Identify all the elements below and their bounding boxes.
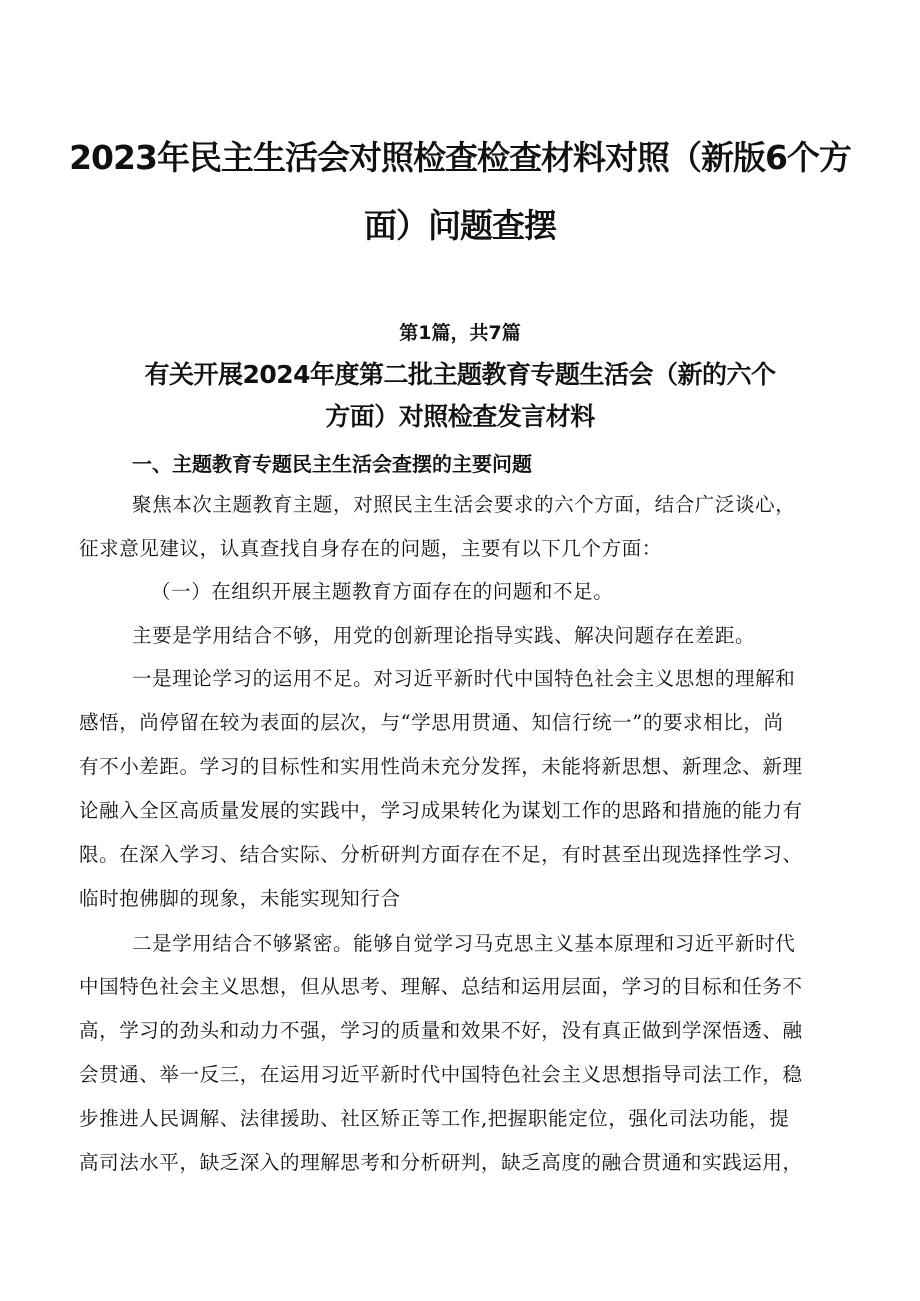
body-line: 有不小差距。学习的目标性和实用性尚未充分发挥，未能将新思想、新理念、新理 — [79, 755, 803, 778]
article-index: 第1篇，共7篇 — [399, 322, 521, 344]
body-line: （一）在组织开展主题教育方面存在的问题和不足。 — [151, 580, 614, 603]
body-line: 聚焦本次主题教育主题，对照民主生活会要求的六个方面，结合广泛谈心， — [132, 493, 796, 516]
body-line: 论融入全区高质量发展的实践中，学习成果转化为谋划工作的思路和措施的能力有 — [79, 799, 803, 822]
body-line: 二是学用结合不够紧密。能够自觉学习马克思主义基本原理和习近平新时代 — [132, 932, 796, 955]
body-line: 一是理论学习的运用不足。对习近平新时代中国特色社会主义思想的理解和 — [132, 667, 796, 690]
body-line: 征求意见建议，认真查找自身存在的问题，主要有以下几个方面： — [79, 537, 662, 560]
body-line: 步推进人民调解、法律援助、社区矫正等工作,把握职能定位，强化司法功能，提 — [79, 1107, 790, 1130]
body-line: 高司法水平，缺乏深入的理解思考和分析研判，缺乏高度的融合贯通和实践运用， — [79, 1151, 803, 1174]
body-line: 高，学习的劲头和动力不强，学习的质量和效果不好，没有真正做到学深悟透、融 — [79, 1019, 803, 1042]
body-line: 临时抱佛脚的现象，未能实现知行合 — [79, 887, 401, 910]
article-title-line-2: 方面）对照检查发言材料 — [325, 402, 595, 431]
body-line: 会贯通、举一反三，在运用习近平新时代中国特色社会主义思想指导司法工作，稳 — [79, 1063, 803, 1086]
body-line: 限。在深入学习、结合实际、分析研判方面存在不足，有时甚至出现选择性学习、 — [79, 843, 803, 866]
body-line: 主要是学用结合不够，用党的创新理论指导实践、解决问题存在差距。 — [132, 624, 756, 647]
body-line: 中国特色社会主义思想，但从思考、理解、总结和运用层面，学习的目标和任务不 — [79, 975, 803, 998]
document-title-line-1: 2023年民主生活会对照检查检查材料对照（新版6个方 — [69, 138, 851, 177]
article-title-line-1: 有关开展2024年度第二批主题教育专题生活会（新的六个 — [144, 360, 776, 389]
document-title-line-2: 面）问题查摆 — [364, 206, 556, 245]
body-line: 感悟，尚停留在较为表面的层次，与“学思用贯通、知信行统一”的要求相比，尚 — [79, 711, 784, 734]
section-heading: 一、主题教育专题民主生活会查摆的主要问题 — [132, 452, 532, 476]
